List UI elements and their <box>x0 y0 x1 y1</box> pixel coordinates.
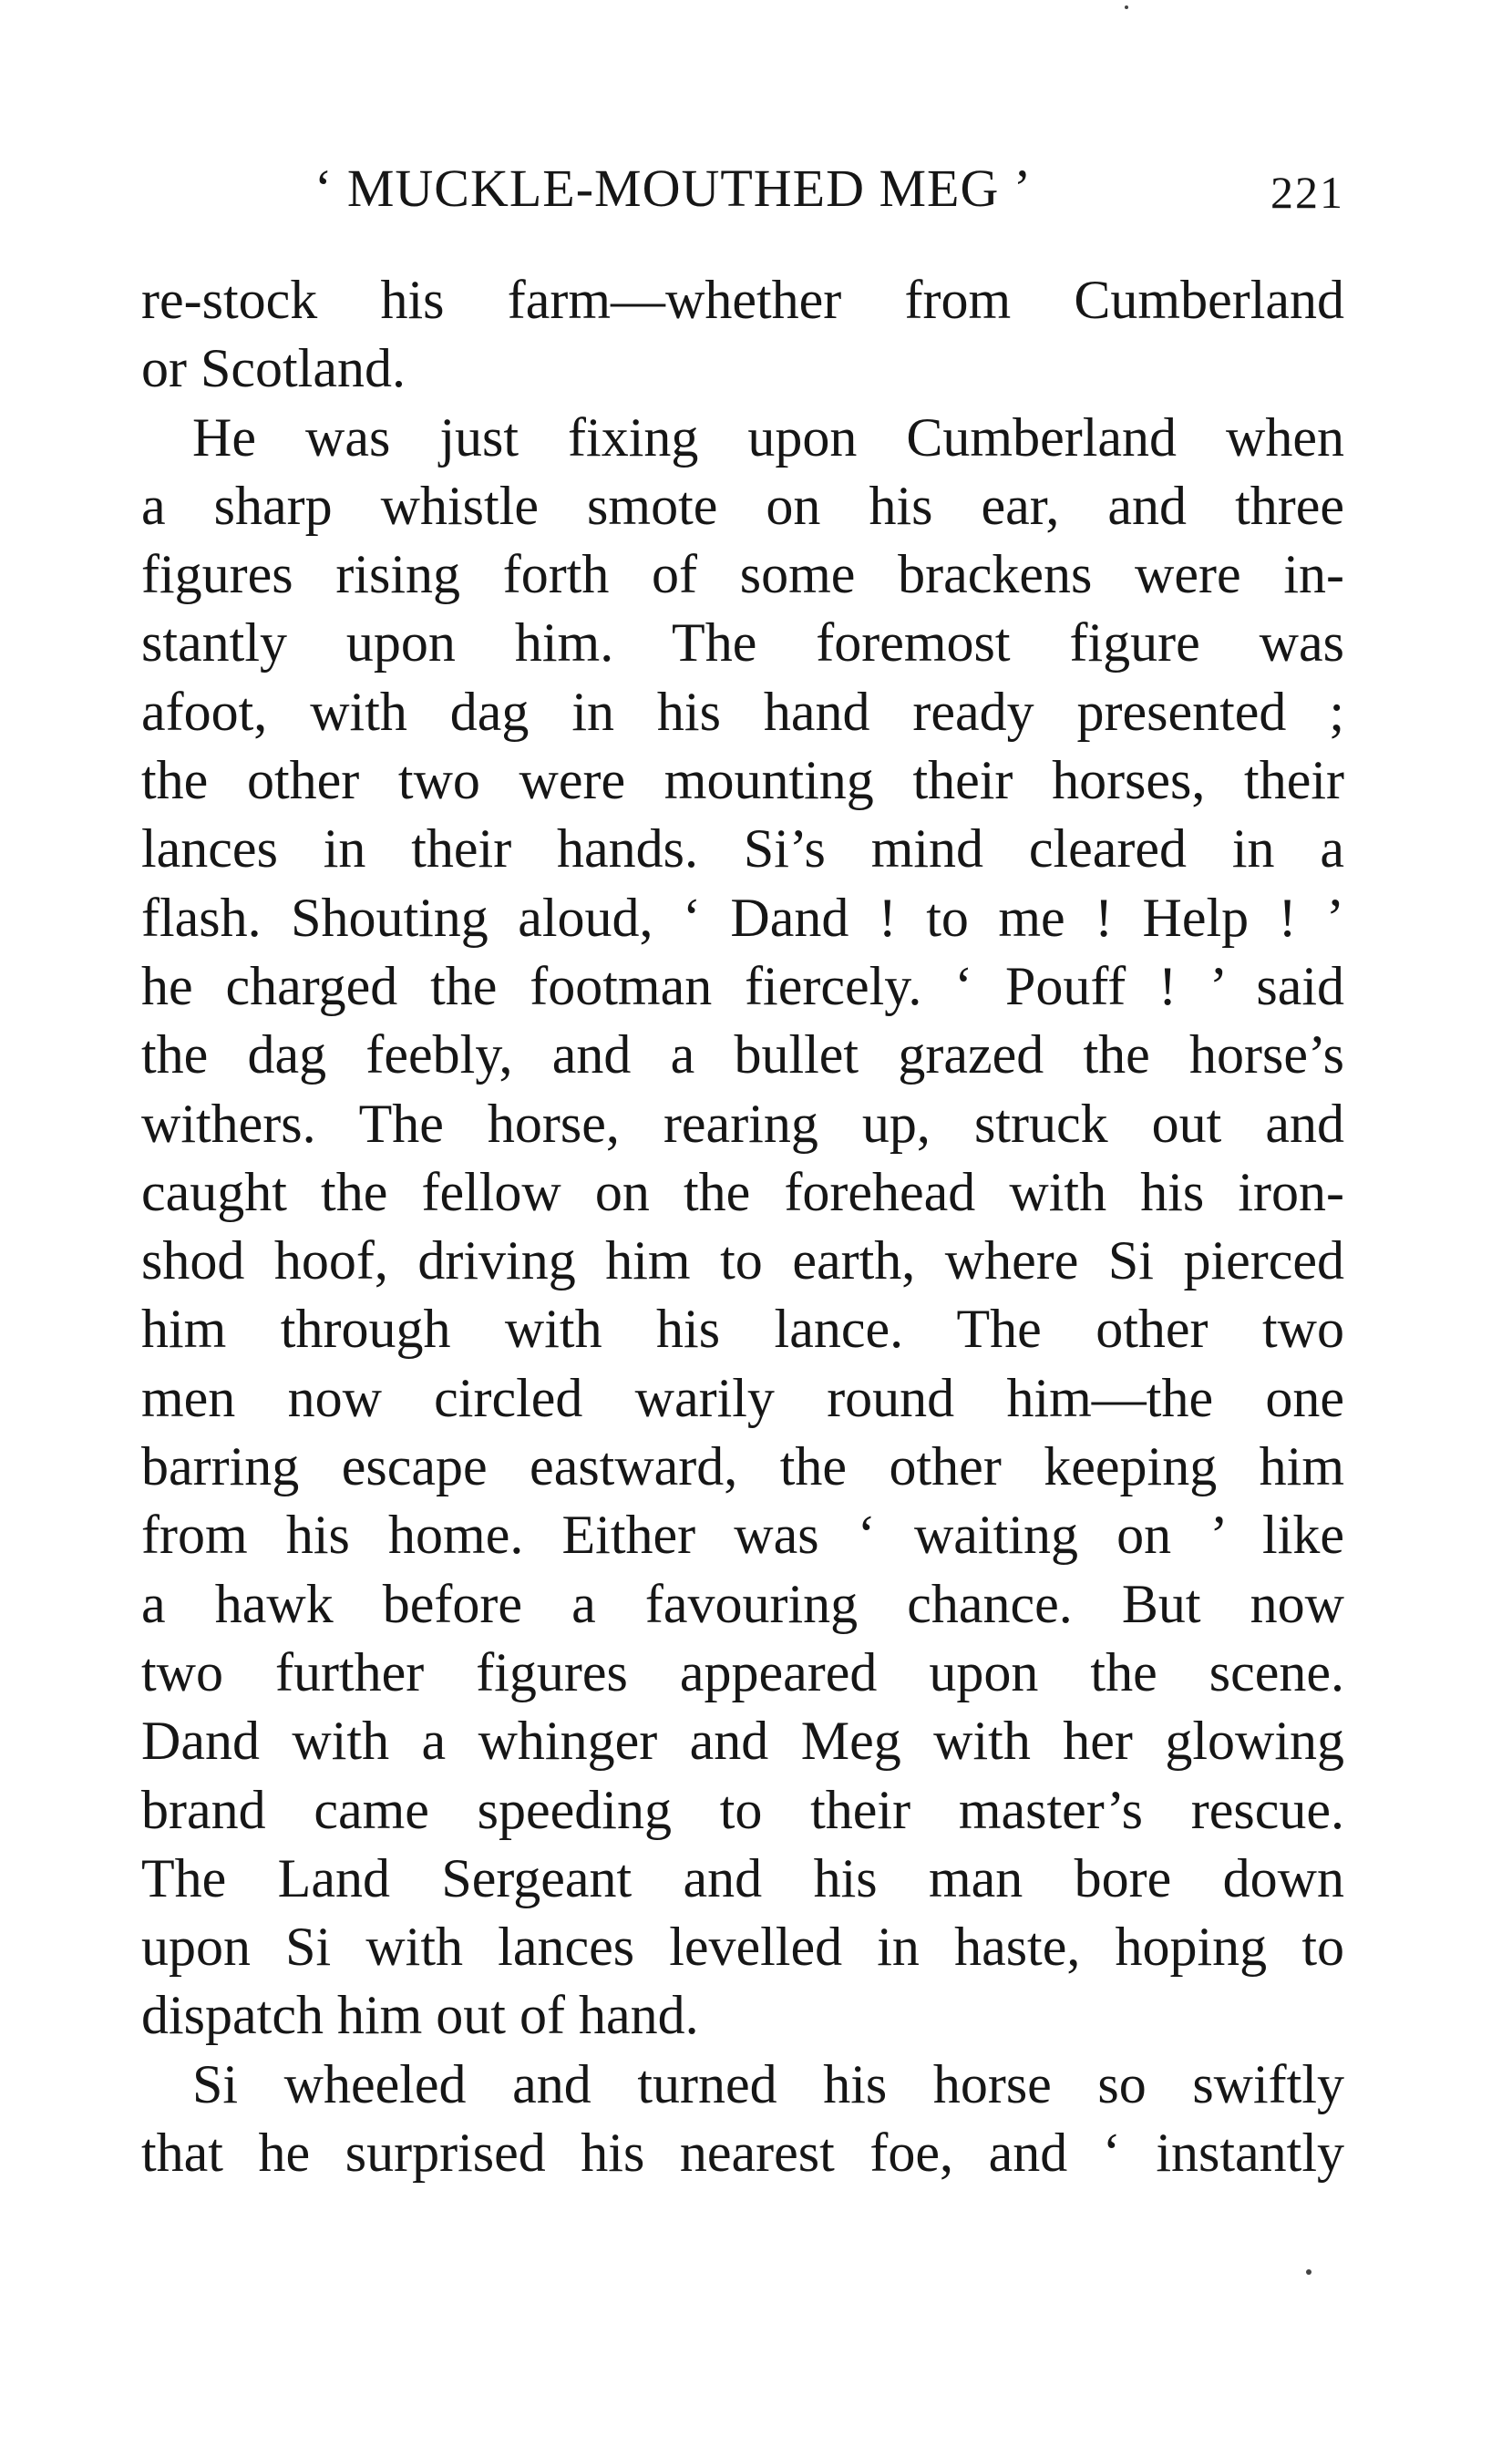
text-line: two further figures appeared upon the scene. <box>141 1641 1344 1702</box>
text-line: he charged the footman fiercely. ‘ Pouff ! ’ said <box>141 955 1344 1016</box>
text-line: flash. Shouting aloud, ‘ Dand ! to me ! Help ! ’ <box>141 887 1344 948</box>
text-line: the other two were mounting their horses, their <box>141 750 1344 811</box>
text-line: Dand with a whinger and Meg with her glowing <box>141 1711 1344 1772</box>
text-line: the dag feebly, and a bullet grazed the horse’s <box>141 1024 1344 1085</box>
text-line: lances in their hands. Si’s mind cleared in a <box>141 818 1344 879</box>
body-text <box>141 266 1344 2187</box>
text-line: stantly upon him. The foremost figure was <box>141 612 1344 674</box>
page-header <box>141 157 1344 221</box>
text-line: withers. The horse, rearing up, struck out and <box>141 1093 1344 1154</box>
speck-mark <box>1125 5 1128 9</box>
running-head: ‘ MUCKLE-MOUTHED MEG ’ <box>314 159 1033 218</box>
text-line: from his home. Either was ‘ waiting on ’ like <box>141 1505 1344 1566</box>
text-line: He was just fixing upon Cumberland when <box>192 406 1344 468</box>
text-line: a sharp whistle smote on his ear, and three <box>141 475 1344 536</box>
text-line: that he surprised his nearest foe, and ‘ instantly <box>141 2123 1344 2184</box>
page-number: 221 <box>1270 167 1344 218</box>
text-line: figures rising forth of some brackens were in- <box>141 544 1344 605</box>
text-line: barring escape eastward, the other keeping him <box>141 1436 1344 1497</box>
text-line: dispatch him out of hand. <box>141 1985 699 2046</box>
text-line: Si wheeled and turned his horse so swiftly <box>192 2053 1344 2114</box>
speck-mark <box>1306 2269 1311 2275</box>
text-line: caught the fellow on the forehead with his iron- <box>141 1161 1344 1222</box>
text-line: afoot, with dag in his hand ready presented ; <box>141 681 1344 742</box>
text-line: or Scotland. <box>141 338 406 399</box>
text-line: re-stock his farm—whether from Cumberland <box>141 270 1344 330</box>
text-line: men now circled warily round him—the one <box>141 1367 1344 1428</box>
text-line: brand came speeding to their master’s rescue. <box>141 1779 1344 1840</box>
text-line: a hawk before a favouring chance. But now <box>141 1573 1344 1634</box>
text-line: him through with his lance. The other two <box>141 1299 1344 1360</box>
text-line: shod hoof, driving him to earth, where Si pierced <box>141 1230 1344 1291</box>
text-line: The Land Sergeant and his man bore down <box>141 1847 1344 1908</box>
text-line: upon Si with lances levelled in haste, hoping to <box>141 1917 1344 1978</box>
